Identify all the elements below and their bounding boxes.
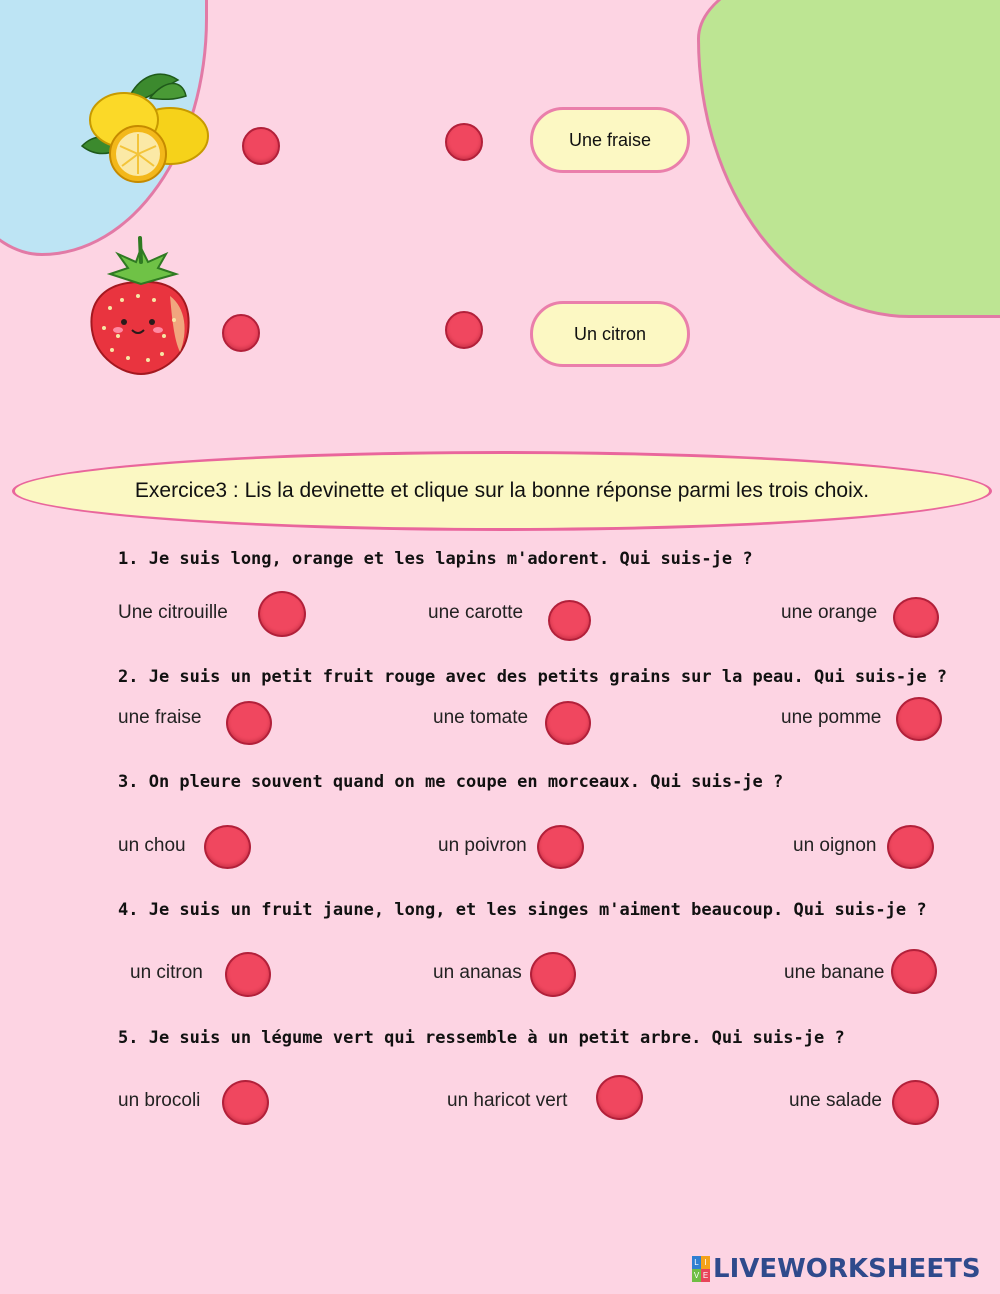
match-dot-lemon[interactable] [242, 127, 280, 165]
liveworksheets-logo[interactable] [692, 1254, 981, 1284]
answer-radio-q1-opt1[interactable] [258, 591, 306, 637]
option-label: une fraise [118, 707, 202, 728]
option-label: une pomme [781, 707, 882, 728]
option-label: une carotte [428, 602, 524, 623]
strawberry-image [88, 236, 194, 378]
match-dot-strawberry[interactable] [222, 314, 260, 352]
answer-radio-q5-opt3[interactable] [892, 1080, 939, 1125]
option-label: un chou [118, 835, 186, 856]
answer-radio-q5-opt1[interactable] [222, 1080, 269, 1125]
logo-icon: L I V E [693, 1258, 709, 1280]
question-4: 4. Je suis un fruit jaune, long, et les singes m'aiment beaucoup. Qui suis-je ? [118, 900, 927, 920]
answer-radio-q4-opt1[interactable] [225, 952, 271, 997]
question-5: 5. Je suis un légume vert qui ressemble à un petit arbre. Qui suis-je ? [118, 1028, 845, 1048]
lemon-image [78, 66, 210, 184]
exercise3-instruction: Exercice3 : Lis la devinette et clique sur la bonne réponse parmi les trois choix. [12, 451, 992, 531]
answer-radio-q2-opt3[interactable] [896, 697, 942, 741]
answer-radio-q4-opt3[interactable] [891, 949, 937, 994]
logo-text: LIVEWORKSHEETS [713, 1254, 981, 1284]
question-3: 3. On pleure souvent quand on me coupe en morceaux. Qui suis-je ? [118, 772, 784, 792]
answer-radio-q5-opt2[interactable] [596, 1075, 643, 1120]
label-un-citron[interactable]: Un citron [530, 301, 690, 367]
match-dot-label-2[interactable] [445, 311, 483, 349]
option-label: un poivron [438, 835, 527, 856]
answer-radio-q4-opt2[interactable] [530, 952, 576, 997]
option-label: un haricot vert [447, 1090, 568, 1111]
option-label: une banane [784, 962, 885, 983]
answer-radio-q3-opt1[interactable] [204, 825, 251, 869]
answer-radio-q3-opt3[interactable] [887, 825, 934, 869]
option-label: un oignon [793, 835, 877, 856]
label-une-fraise[interactable]: Une fraise [530, 107, 690, 173]
answer-radio-q2-opt1[interactable] [226, 701, 272, 745]
option-label: un brocoli [118, 1090, 201, 1111]
option-label: un ananas [433, 962, 522, 983]
option-label: une tomate [433, 707, 529, 728]
option-label: un citron [130, 962, 203, 983]
answer-radio-q1-opt3[interactable] [893, 597, 939, 638]
answer-radio-q2-opt2[interactable] [545, 701, 591, 745]
option-label: Une citrouille [118, 602, 228, 623]
answer-radio-q1-opt2[interactable] [548, 600, 591, 641]
answer-radio-q3-opt2[interactable] [537, 825, 584, 869]
option-label: une orange [781, 602, 878, 623]
question-1: 1. Je suis long, orange et les lapins m'adorent. Qui suis-je ? [118, 549, 753, 569]
option-label: une salade [789, 1090, 882, 1111]
question-2: 2. Je suis un petit fruit rouge avec des petits grains sur la peau. Qui suis-je ? [118, 667, 948, 687]
green-corner-shape [697, 0, 1000, 318]
match-dot-label-1[interactable] [445, 123, 483, 161]
